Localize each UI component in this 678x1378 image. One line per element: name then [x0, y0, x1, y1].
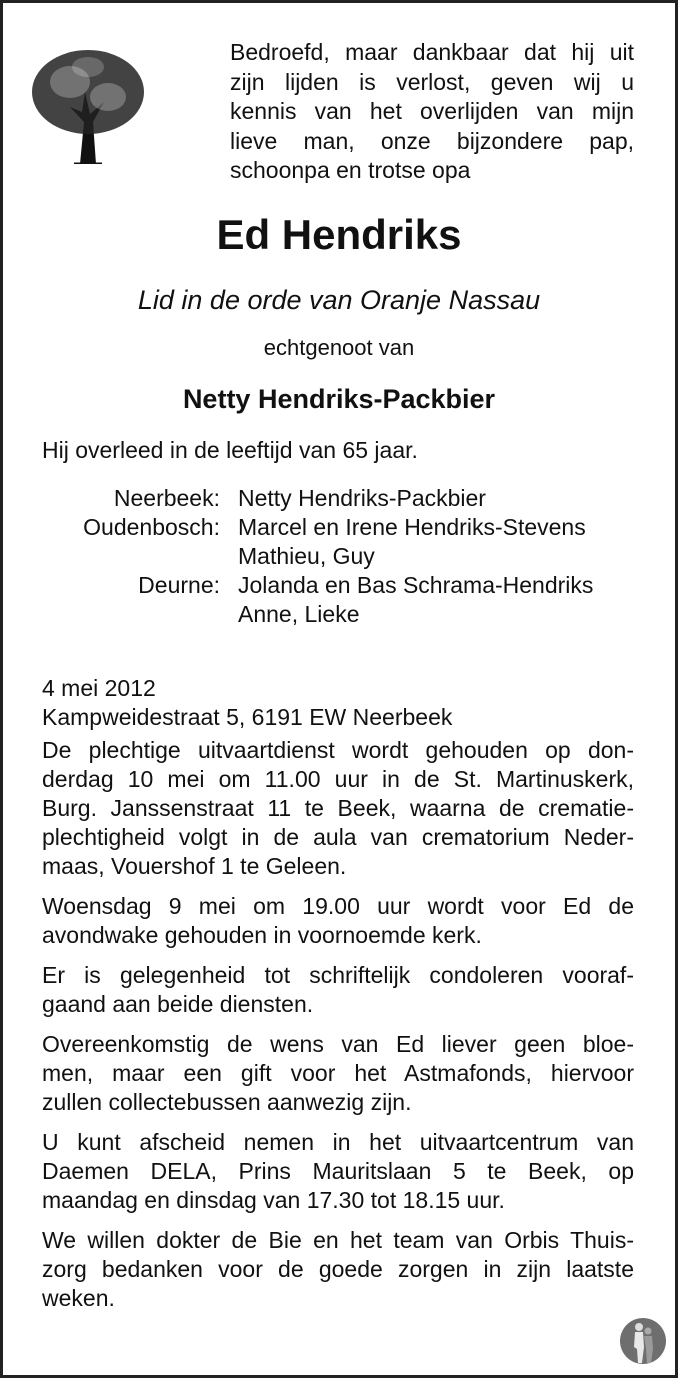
paragraph-line: Er is gelegenheid tot schriftelijk condoleren vooraf- — [42, 962, 634, 988]
family-member: Netty Hendriks-Packbier — [238, 485, 486, 511]
family-member: Mathieu, Guy — [238, 543, 375, 569]
spouse-intro: echtgenoot van — [263, 335, 415, 360]
funeral-logo-icon — [619, 1317, 667, 1365]
date: 4 mei 2012 — [42, 675, 156, 701]
paragraph-line: Burg. Janssenstraat 11 te Beek, waarna de crematie- — [42, 795, 634, 821]
paragraph-line: zullen collectebussen aanwezig zijn. — [42, 1089, 412, 1115]
intro-line: zijn lijden is verlost, geven wij u — [230, 68, 634, 95]
paragraph-line: U kunt afscheid nemen in het uitvaartcentrum van — [42, 1129, 634, 1155]
paragraph-line: Woensdag 9 mei om 19.00 uur wordt voor Ed de — [42, 893, 634, 919]
family-member: Anne, Lieke — [238, 601, 360, 627]
paragraph-line: derdag 10 mei om 11.00 uur in de St. Martinuskerk, — [42, 766, 634, 792]
address: Kampweidestraat 5, 6191 EW Neerbeek — [42, 704, 453, 730]
intro-line: lieve man, onze bijzondere pap, — [230, 127, 634, 154]
family-member: Jolanda en Bas Schrama-Hendriks — [238, 572, 594, 598]
family-place: Oudenbosch: — [83, 514, 220, 540]
spouse-name: Netty Hendriks-Packbier — [182, 384, 496, 414]
intro-line: schoonpa en trotse opa — [230, 157, 471, 183]
paragraph-line: We willen dokter de Bie en het team van Orbis Thuis- — [42, 1227, 634, 1253]
paragraph-line: zorg bedanken voor de goede zorgen in zijn laatste — [42, 1256, 634, 1282]
deceased-name: Ed Hendriks — [216, 211, 462, 258]
paragraph-line: avondwake gehouden in voornoemde kerk. — [42, 922, 482, 948]
paragraph-line: maas, Vouershof 1 te Geleen. — [42, 853, 347, 879]
family-place: Deurne: — [138, 572, 220, 598]
intro-line: kennis van het overlijden van mijn — [230, 98, 634, 124]
paragraph-line: men, maar een gift voor het Astmafonds, hiervoor — [42, 1060, 634, 1086]
paragraph-line: Overeenkomstig de wens van Ed liever geen bloe- — [42, 1031, 634, 1057]
tree-icon — [30, 42, 145, 164]
family-member: Marcel en Irene Hendriks-Stevens — [238, 514, 586, 540]
age-line: Hij overleed in de leeftijd van 65 jaar. — [42, 437, 418, 463]
honor-line: Lid in de orde van Oranje Nassau — [137, 285, 541, 315]
paragraph-line: plechtigheid volgt in de aula van crematorium Neder- — [42, 824, 634, 850]
paragraph-line: maandag en dinsdag van 17.30 tot 18.15 uur. — [42, 1187, 505, 1213]
paragraph-line: Daemen DELA, Prins Mauritslaan 5 te Beek, op — [42, 1158, 634, 1184]
paragraph-line: De plechtige uitvaartdienst wordt gehouden op don- — [42, 737, 634, 763]
intro-line: Bedroefd, maar dankbaar dat hij uit — [230, 39, 634, 65]
paragraph-line: weken. — [42, 1285, 115, 1311]
paragraph-line: gaand aan beide diensten. — [42, 991, 314, 1017]
family-place: Neerbeek: — [113, 485, 220, 511]
